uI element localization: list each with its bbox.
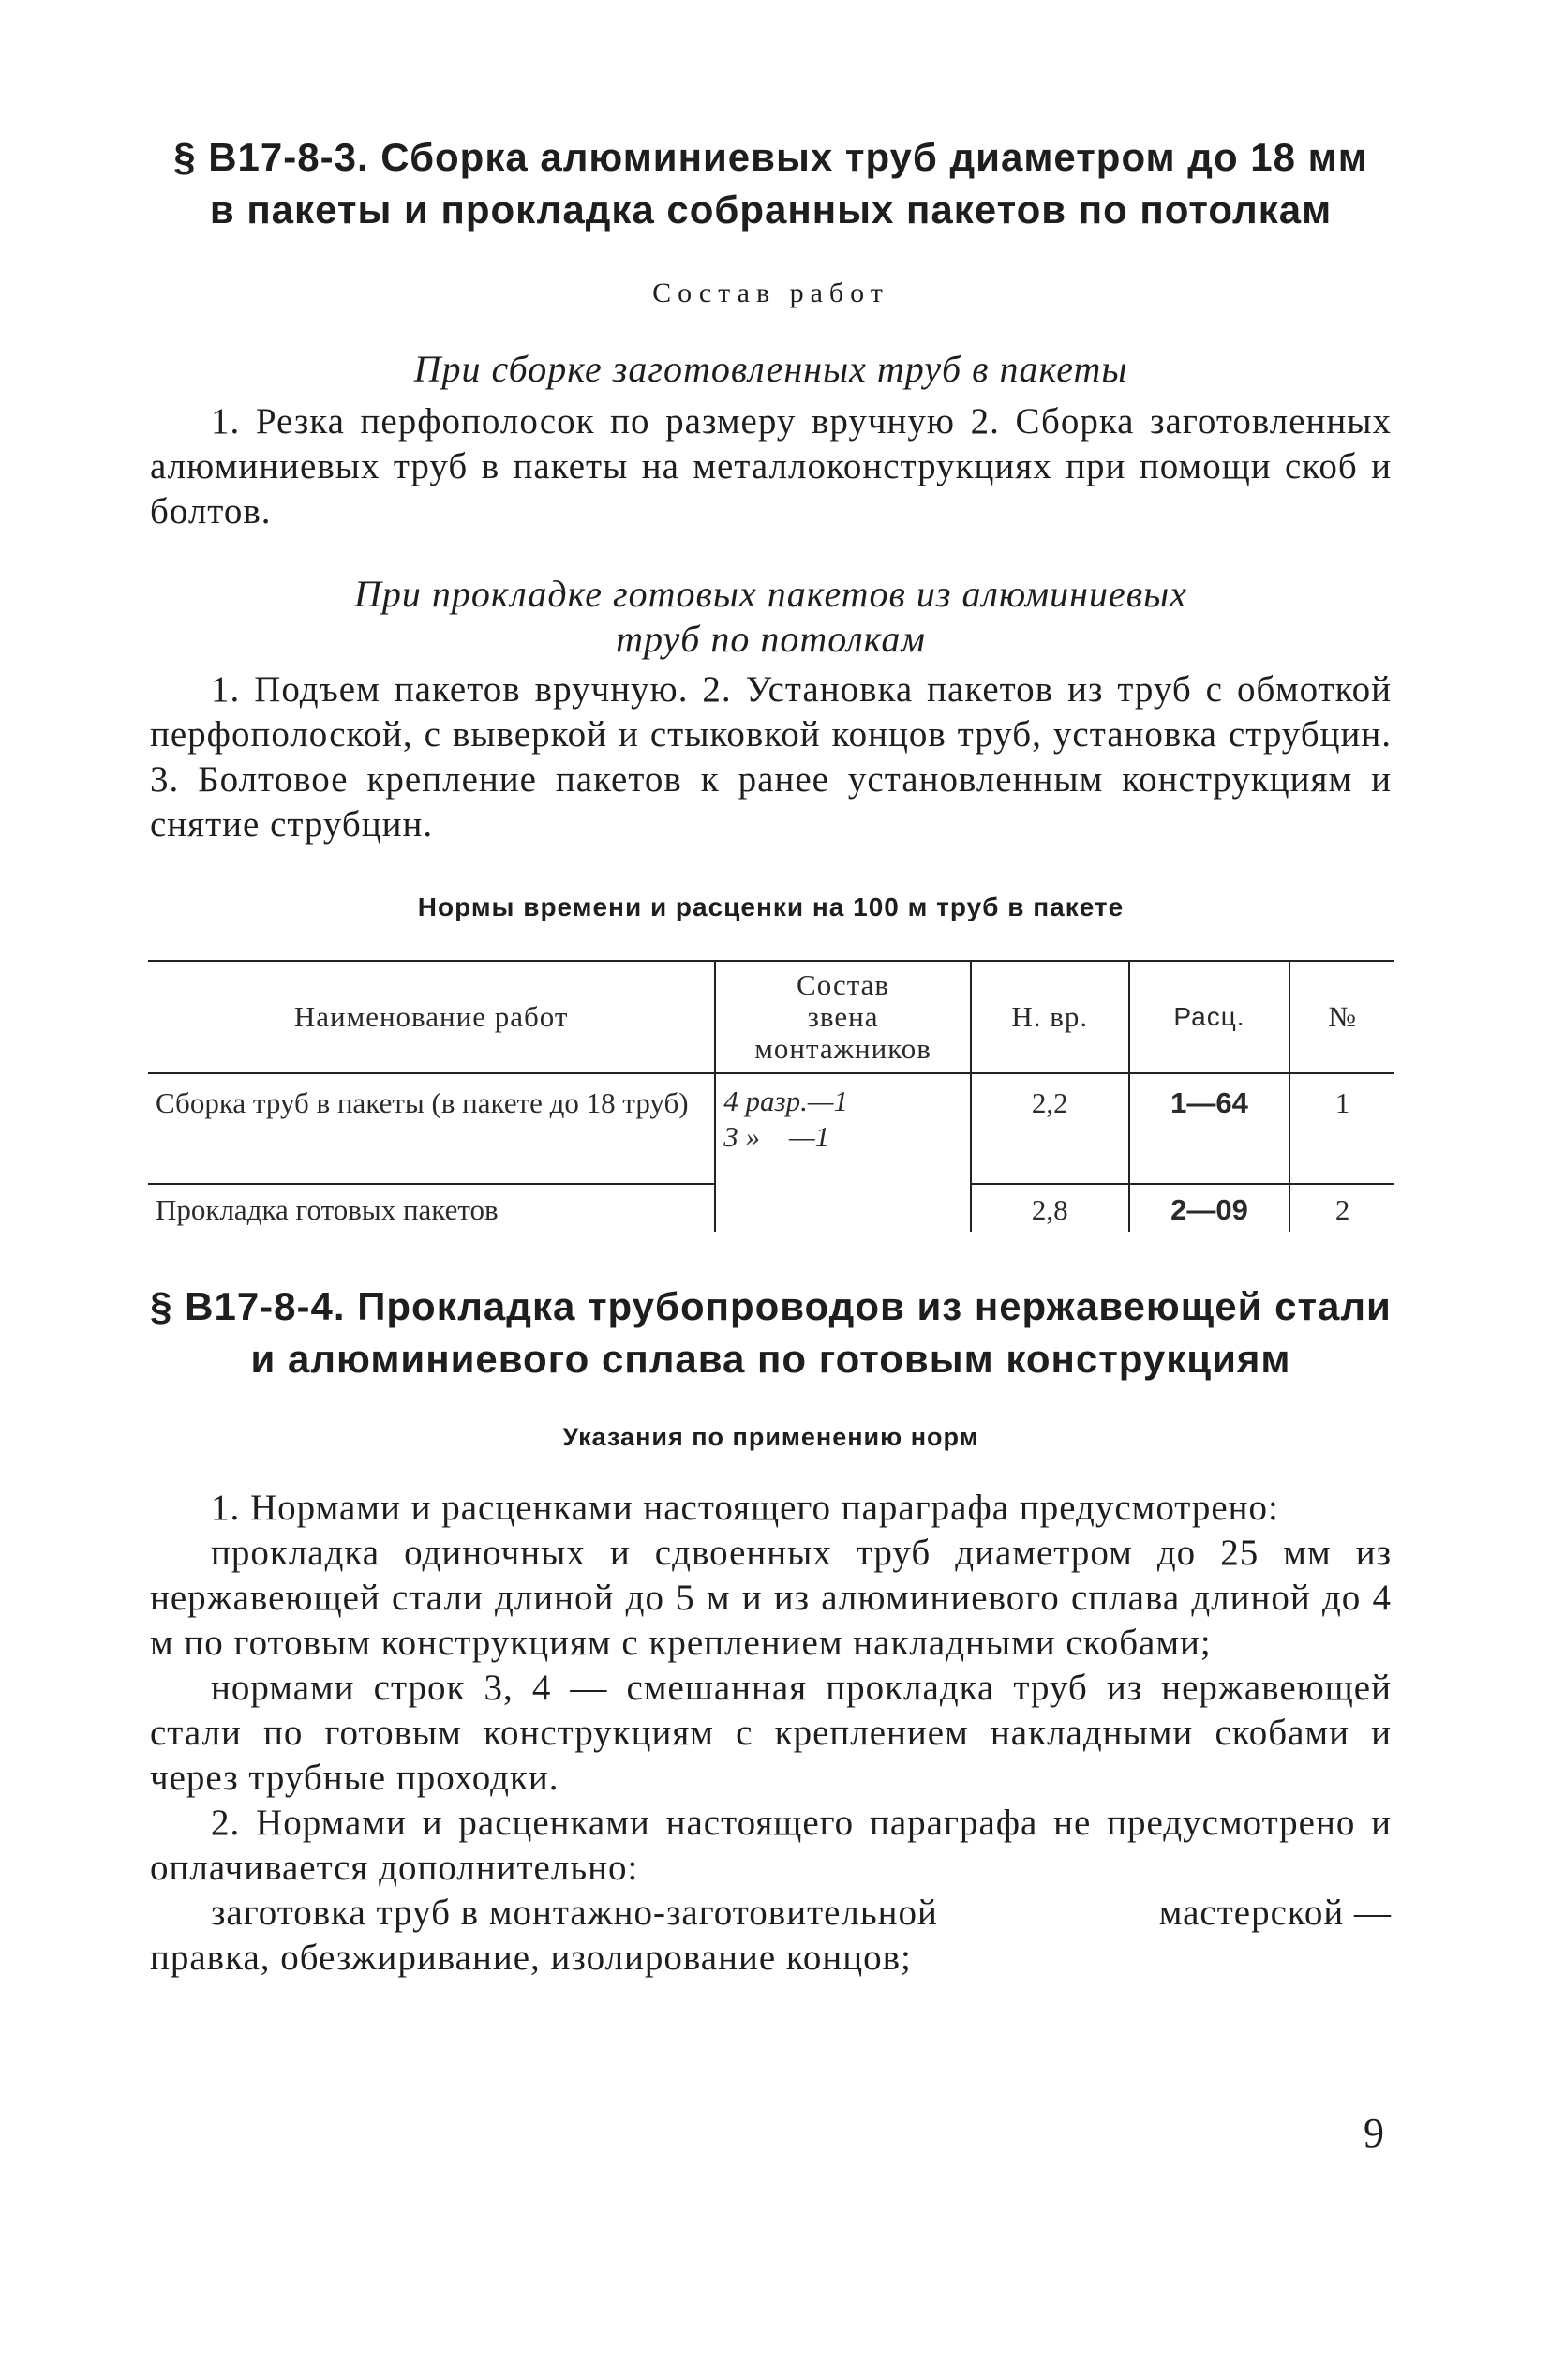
paragraph: 2. Нормами и расценками настоящего параграфа не предусмотрено и оплачивается дополнительно: [150,1803,1392,1888]
header-crew [715,961,971,1073]
subheading: Указания по применению норм [562,1423,979,1451]
section-title-line: и алюминиевого сплава по готовым конструкциям [250,1337,1291,1381]
paragraph: 1. Нормами и расценками настоящего параграфа предусмотрено: [211,1488,1279,1528]
line-left: заготовка труб в монтажно-заготовительной [211,1893,938,1933]
section-title-line: в пакеты и прокладка собранных пакетов по потолкам [209,187,1333,232]
row-crew [715,1073,971,1232]
paragraph-line [150,1891,1392,1936]
row-rate: 1—64 [1129,1073,1290,1184]
header-crew-line: звена [807,1000,879,1033]
row-name: Сборка труб в пакеты (в пакете до 18 труб) [148,1073,715,1184]
subheading: При сборке заготовленных труб в пакеты [413,348,1128,390]
header-name: Наименование работ [148,961,715,1073]
section-title-line: § В17-8-3. Сборка алюминиевых труб диаметром до 18 мм [173,135,1368,179]
row-num: 2 [1289,1184,1394,1232]
row-name: Прокладка готовых пакетов [156,1193,499,1226]
section-title-line: § В17-8-4. Прокладка трубопроводов из нержавеющей стали [150,1284,1392,1328]
paragraph: 1. Подъем пакетов вручную. 2. Установка пакетов из труб с обмоткой перфополоской, с выверкой и стыковкой концов труб, установка струбцин. 3. Болтовое крепление пакетов к ранее установленным конструкциям и снятие струбцин. [150,669,1392,845]
section-title [150,1280,1392,1385]
table-row [148,1073,1394,1184]
crew-line: 3 » —1 [723,1120,830,1153]
table-header-row [148,961,1394,1073]
row-nvr: 2,8 [971,1184,1129,1232]
paragraph: нормами строк 3, 4 — смешанная прокладка труб из нержавеющей стали по готовым конструкциям с креплением накладными скобами и через трубные проходки. [150,1668,1392,1798]
document-page [150,131,1392,1981]
row-num: 1 [1289,1073,1394,1184]
row-nvr: 2,2 [971,1073,1129,1184]
paragraph: 1. Резка перфополосок по размеру вручную 2. Сборка заготовленных алюминиевых труб в пакеты на металлоконструкциях при помощи скоб и болтов. [150,401,1392,531]
section-title [150,131,1392,236]
composition-heading: Состав работ [652,277,889,308]
subheading-line: При прокладке готовых пакетов из алюминиевых [354,573,1187,615]
paragraph-line: правка, обезжиривание, изолирование концов; [150,1938,912,1978]
crew-line: 4 разр.—1 [723,1085,848,1117]
line-right: мастерской — [1158,1893,1392,1933]
header-rate: Расц. [1129,961,1290,1073]
table-caption: Нормы времени и расценки на 100 м труб в пакете [417,892,1125,921]
subheading [150,572,1392,662]
header-crew-line: Состав [797,968,890,1001]
norms-table [148,960,1394,1232]
header-num: № [1289,961,1394,1073]
header-crew-line: монтажников [754,1032,931,1065]
subheading-line: труб по потолкам [616,618,926,660]
page-number: 9 [1364,2110,1384,2156]
paragraph: прокладка одиночных и сдвоенных труб диаметром до 25 мм из нержавеющей стали длиной до 5 м и из алюминиевого сплава длиной до 4 м по готовым конструкциям с креплением накладными скобами; [150,1533,1392,1663]
header-nvr: Н. вр. [971,961,1129,1073]
row-rate: 2—09 [1129,1184,1290,1232]
